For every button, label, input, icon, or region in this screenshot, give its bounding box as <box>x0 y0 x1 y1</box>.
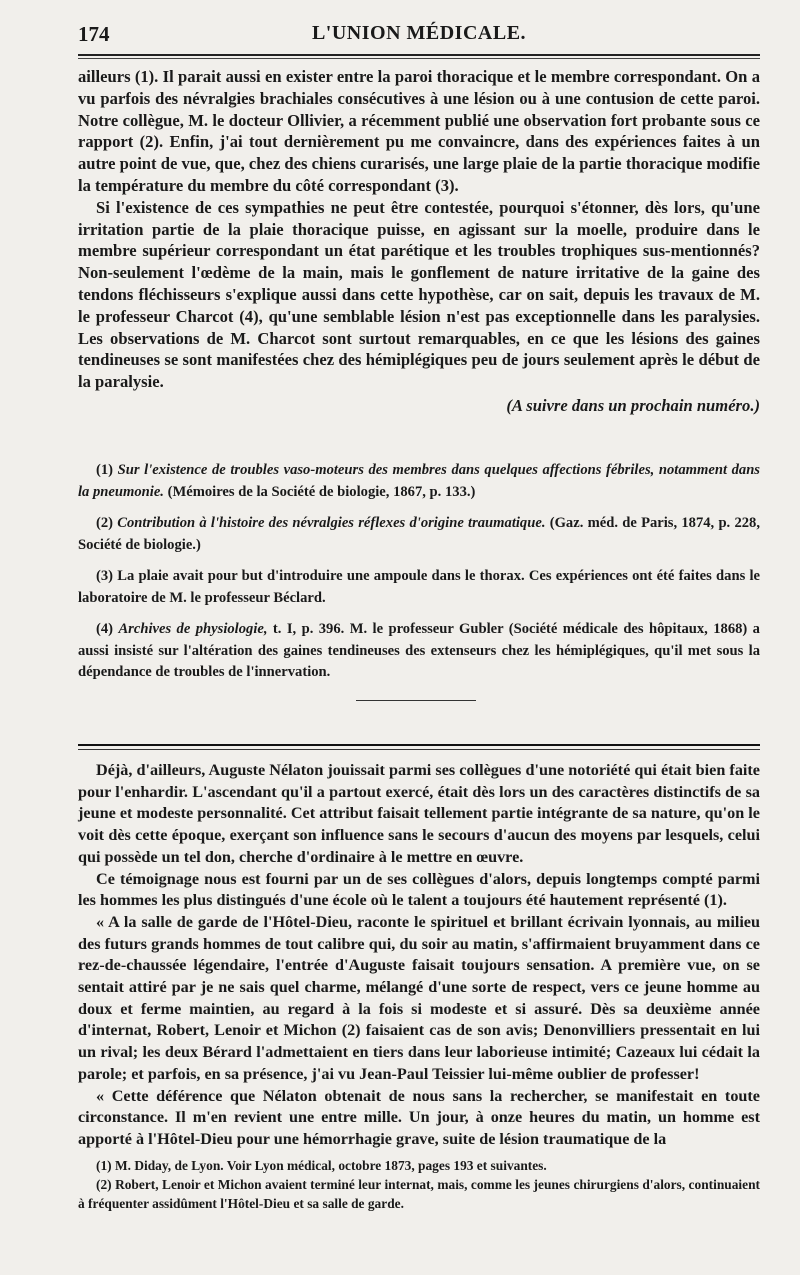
footnote: (2) Robert, Lenoir et Michon avaient terminé leur internat, mais, comme les jeunes chirurgiens d'alors, continuaient à fréquenter assidûment l'Hôtel-Dieu et sa salle de garde. <box>78 1177 760 1211</box>
feuilleton-article <box>78 760 760 1151</box>
to-be-continued: (A suivre dans un prochain numéro.) <box>506 395 760 415</box>
paragraph: ailleurs (1). Il parait aussi en exister entre la paroi thoracique et le membre correspondant. On a vu parfois des névralgies brachiales consécutives à une lésion ou à une contusion de cette paroi. Notre collègue, M. le docteur Ollivier, a récemment publié une observation fort probante sous ce rapport (2). Enfin, j'ai tout dernièrement pu me convaincre, dans des expériences faites à un autre point de vue, que, chez des chiens curarisés, une large plaie de la partie thoracique modifie la température du membre du côté correspondant (3). <box>78 67 760 195</box>
page-number: 174 <box>78 22 110 46</box>
footnote: (1) Sur l'existence de troubles vaso-moteurs des membres dans quelques affections fébriles, notamment dans la pneumonie. (Mémoires de la Société de biologie, 1867, p. 133.) <box>78 462 760 500</box>
paragraph: Ce témoignage nous est fourni par un de ses collègues d'alors, depuis longtemps compté parmi les hommes les plus distingués d'une école où le talent a toujours été hautement représenté (1). <box>78 869 760 910</box>
footnotes-feuilleton <box>78 1156 760 1213</box>
paragraph: « A la salle de garde de l'Hôtel-Dieu, raconte le spirituel et brillant écrivain lyonnais, au milieu des futurs grands hommes de tout calibre qui, du soir au matin, s'affirmaient bruyamment dans ce rez-de-chaussée légendaire, l'entrée d'Auguste faisait toujours sensation. A première vue, on se sentait attiré par je ne sais quel charme, mélangé d'une sorte de respect, vers ce jeune homme au doux et ferme maintien, au regard à la fois si modeste et si assuré. Dès sa deuxième année d'internat, Robert, Lenoir et Michon (2) faisaient cas de son avis; Denonvilliers pressentait en lui un rival; les deux Bérard l'admettaient en tiers dans leur laborieuse intimité; Cazeaux lui cédait la parole; et parfois, en sa présence, j'ai vu Jean-Paul Teissier lui-même oublier de professer! <box>78 912 760 1083</box>
footnote: (4) Archives de physiologie, t. I, p. 396. M. le professeur Gubler (Société médicale des hôpitaux, 1868) a aussi insisté sur l'altération des gaines tendineuses des extenseurs chez les hémiplégiques, qu'il met sous la dépendance de troubles de l'innervation. <box>78 621 760 680</box>
footnotes-article <box>78 460 760 694</box>
header-rule <box>78 54 760 56</box>
header-rule-thin <box>78 58 760 59</box>
paragraph: Déjà, d'ailleurs, Auguste Nélaton jouissait parmi ses collègues d'une notoriété qui était bien faite pour l'enhardir. L'ascendant qu'il a partout exercé, était dès lors un des caractères distinctifs de sa jeune et modeste personnalité. Cet attribut faisait tellement partie intégrante de sa nature, qu'on le voit dès cette époque, exerçant son influence sans le secours d'aucun des moyens par lesquels, celui qui possède un tel don, cherche d'ordinaire à le mettre en œuvre. <box>78 761 760 866</box>
feuilleton-rule <box>78 744 760 746</box>
feuilleton-rule-thin <box>78 749 760 750</box>
section-divider <box>356 700 476 701</box>
paragraph: Si l'existence de ces sympathies ne peut être contestée, pourquoi s'étonner, dès lors, qu'une irritation partie de la plaie thoracique puisse, en agissant sur la moelle, produire dans le membre supérieur correspondant un état parétique et les troubles trophiques sus-mentionnés? Non-seulement l'œdème de la main, mais le gonflement de nature irritative de la gaine des tendons fléchisseurs s'explique aussi dans cette hypothèse, car on sait, depuis les travaux de M. le professeur Charcot (4), qu'une semblable lésion n'est pas exceptionnelle dans les paralysies. Les observations de M. Charcot sont surtout remarquables, en ce que les lésions des gaines tendineuses se sont manifestées chez des hémiplégiques peu de jours seulement après le début de la paralysie. <box>78 197 760 392</box>
article-continued <box>78 66 760 417</box>
journal-title: L'UNION MÉDICALE. <box>311 22 527 44</box>
footnote: (2) Contribution à l'histoire des névralgies réflexes d'origine traumatique. (Gaz. méd. de Paris, 1874, p. 228, Société de biologie.) <box>78 515 760 553</box>
paragraph: « Cette déférence que Nélaton obtenait de nous sans la rechercher, se manifestait en toute circonstance. Il m'en revient une entre mille. Un jour, à onze heures du matin, un homme est apporté à l'Hôtel-Dieu pour une hémorrhagie grave, suite de lésion traumatique de la <box>78 1086 760 1148</box>
footnote: (3) La plaie avait pour but d'introduire une ampoule dans le thorax. Ces expériences ont été faites dans le laboratoire de M. le professeur Béclard. <box>78 568 760 606</box>
running-header <box>78 20 760 48</box>
footnote: (1) M. Diday, de Lyon. Voir Lyon médical, octobre 1873, pages 193 et suivantes. <box>96 1158 547 1173</box>
